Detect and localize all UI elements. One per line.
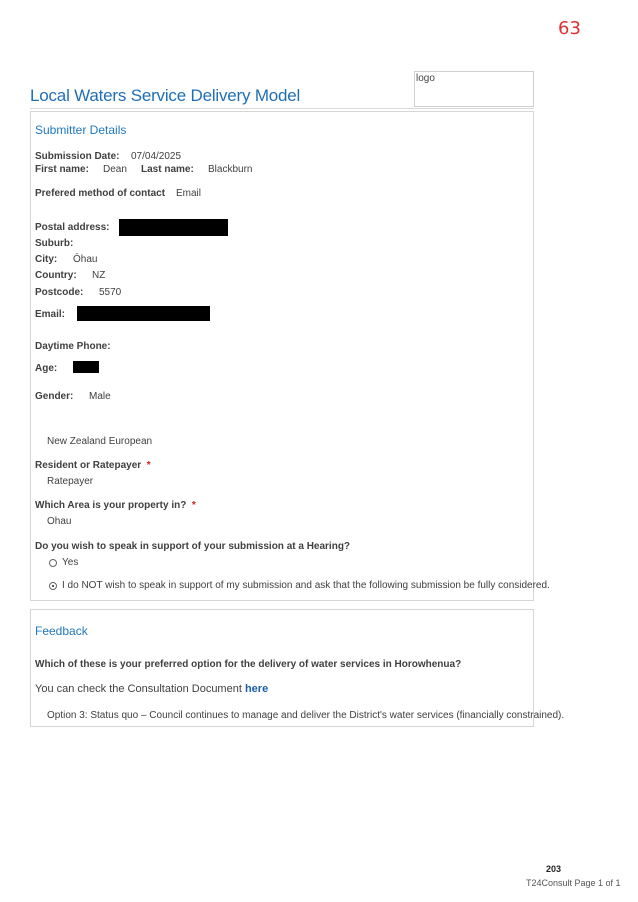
gender-label: Gender:	[35, 391, 74, 402]
resident-ratepayer-label-text: Resident or Ratepayer	[35, 460, 142, 471]
hearing-question: Do you wish to speak in support of your submission at a Hearing?	[35, 541, 351, 552]
property-area-label	[35, 500, 196, 511]
feedback-question: Which of these is your preferred option for the delivery of water services in Horowhenua?	[35, 659, 462, 670]
city-value: Ōhau	[73, 254, 98, 265]
contact-method-label: Prefered method of contact	[35, 188, 166, 199]
required-mark: *	[146, 460, 151, 471]
logo-label: logo	[416, 73, 435, 84]
last-name-label: Last name:	[141, 164, 194, 175]
contact-method-value: Email	[176, 188, 202, 199]
required-mark: *	[191, 500, 196, 511]
suburb-label: Suburb:	[35, 238, 74, 249]
title-divider	[30, 108, 534, 109]
footer-page-code: 203	[546, 864, 562, 874]
age-label: Age:	[35, 363, 58, 374]
submission-date-value: 07/04/2025	[131, 151, 182, 162]
age-redaction	[73, 361, 99, 373]
email-redaction	[77, 306, 210, 321]
feedback-answer: Option 3: Status quo – Council continues to manage and deliver the District's water services (financially constrained).	[47, 710, 565, 721]
hearing-no-radio[interactable]	[49, 582, 57, 590]
submitter-details-heading: Submitter Details	[35, 123, 127, 137]
hearing-yes-label: Yes	[62, 557, 79, 568]
consultation-document-link[interactable]: here	[244, 683, 269, 695]
daytime-phone-label: Daytime Phone:	[35, 341, 111, 352]
ethnicity-value: New Zealand European	[47, 436, 153, 447]
email-label: Email:	[35, 309, 66, 320]
gender-value: Male	[89, 391, 111, 402]
last-name-value: Blackburn	[208, 164, 253, 175]
country-label: Country:	[35, 270, 77, 281]
consultation-line	[35, 683, 268, 695]
logo-placeholder	[414, 71, 534, 107]
first-name-label: First name:	[35, 164, 89, 175]
hearing-no-label: I do NOT wish to speak in support of my submission and ask that the following submission be fully considered.	[62, 580, 550, 591]
postal-address-label: Postal address:	[35, 222, 110, 233]
country-value: NZ	[92, 270, 106, 281]
property-area-label-text: Which Area is your property in?	[35, 500, 187, 511]
page-number: 63	[558, 18, 581, 39]
feedback-heading: Feedback	[35, 624, 88, 638]
resident-ratepayer-label	[35, 460, 151, 471]
postcode-value: 5570	[99, 287, 122, 298]
hearing-yes-radio[interactable]	[49, 559, 57, 567]
page-title: Local Waters Service Delivery Model	[30, 86, 301, 105]
consultation-text: You can check the Consultation Document	[35, 683, 242, 695]
submission-date-label: Submission Date:	[35, 151, 120, 162]
postcode-label: Postcode:	[35, 287, 84, 298]
city-label: City:	[35, 254, 58, 265]
footer-page-info: T24Consult Page 1 of 1	[526, 878, 621, 888]
first-name-value: Dean	[103, 164, 127, 175]
postal-address-redaction	[119, 219, 228, 236]
property-area-value: Ohau	[47, 516, 72, 527]
resident-ratepayer-value: Ratepayer	[47, 476, 94, 487]
submitter-details-panel	[30, 111, 534, 601]
